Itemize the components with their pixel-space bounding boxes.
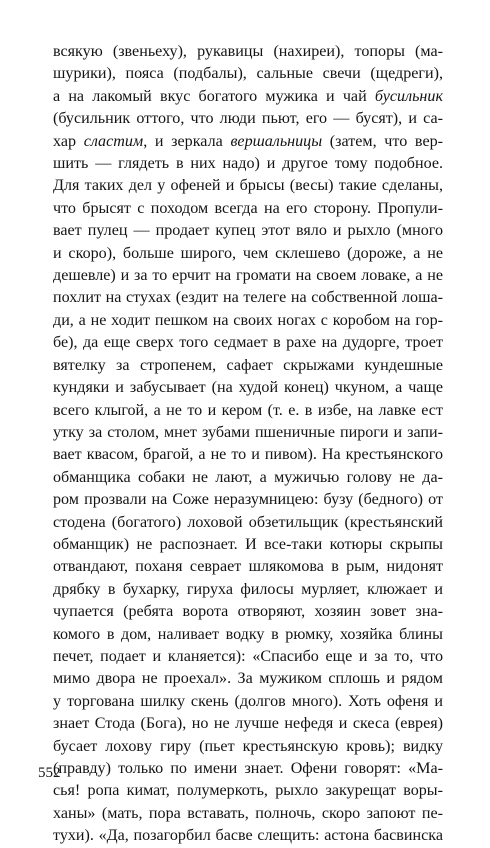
text-segment: обманщика собаки не лают, а мужичью голову не да- (53, 468, 443, 486)
text-segment: шурики), пояса (подбалы), сальные свечи (щедреги), (53, 65, 443, 83)
text-line (53, 534, 443, 556)
text-segment: хар (53, 132, 84, 150)
text-line (53, 377, 443, 399)
text-segment: Для таких дел у офеней и брысы (весы) такие сделаны, (53, 177, 443, 195)
text-segment: бе), да еще сверх того седмает в рахе на дудорге, троет (53, 334, 443, 352)
text-segment: всего клыгой, а не то и кером (т. е. в избе, на лавке ест (53, 401, 443, 419)
text-line (53, 287, 443, 309)
text-line (53, 108, 443, 130)
text-line (53, 713, 443, 735)
body-text (53, 41, 443, 848)
text-segment: сья! ропа кимат, полумеркоть, рыхло закурещат воры- (53, 782, 443, 800)
text-line (53, 63, 443, 85)
text-segment: всякую (звеньеху), рукавицы (нахиреи), топоры (ма- (53, 43, 443, 60)
italic-term: сластим (83, 132, 144, 150)
text-segment: ханы» (мать, пора вставать, полночь, скоро запоют пе- (53, 804, 443, 822)
text-line (53, 198, 443, 220)
text-line (53, 489, 443, 511)
text-line (53, 243, 443, 265)
text-line (53, 86, 443, 108)
text-line (53, 691, 443, 713)
text-line (53, 736, 443, 758)
text-line (53, 624, 443, 646)
text-line (53, 355, 443, 377)
text-segment: чупается (ребята ворота отворяют, хозяин зовет зна- (53, 603, 443, 621)
text-line (53, 153, 443, 175)
text-segment: бусает лоховy гиру (пьет крестьянскую кровь); видку (53, 737, 443, 755)
text-segment: вятелку за стропенем, сафает скрыжами кундешные (53, 356, 443, 374)
text-segment: похлит на стухах (ездит на телеге на собственной лоша- (53, 289, 443, 307)
text-line (53, 646, 443, 668)
text-line (53, 310, 443, 332)
text-segment: а на лакомый вкус богатого мужика и чай (53, 87, 375, 105)
text-line (53, 400, 443, 422)
text-segment: вает квасом, брагой, а не то и пивом). На крестьянского (53, 446, 443, 464)
text-line (53, 422, 443, 444)
text-line (53, 579, 443, 601)
text-line (53, 668, 443, 690)
text-segment: отвандают, поханя севрает шлякомова в рым, нидонят (53, 558, 443, 576)
text-segment: обманщик) не распознает. И все-таки котюры скрыпы (53, 535, 443, 553)
italic-term: бусильник (374, 87, 443, 105)
text-segment: ди, а не ходит пешком на своих ногах с коробом на гор- (53, 311, 443, 329)
text-segment: утку за столом, мнет зубами пшеничные пироги и запи- (53, 423, 443, 441)
text-segment: стодена (богатого) лоховой обзетильщик (крестьянский (53, 513, 443, 531)
text-line (53, 265, 443, 287)
text-line (53, 467, 443, 489)
text-segment: (правду) только по имени знает. Офени говорят: «Ма- (53, 760, 443, 777)
text-segment: (бусильник оттого, что люди пьют, его — бусят), и са- (53, 110, 443, 128)
text-segment: комого в дом, наливает водку в рюмку, хозяйка блины (53, 625, 443, 643)
text-line (53, 175, 443, 197)
text-segment: вает пулец — продает купец этот вяло и рыхло (много (53, 222, 443, 240)
text-segment: дешевле) и за то ерчит на громати на своем ловаке, а не (53, 267, 443, 285)
text-segment: кундяки и забусывает (на худой конец) чкуном, а чаще (53, 379, 443, 397)
italic-term: вершальницы (230, 132, 323, 150)
text-segment: (затем, что вер- (322, 132, 443, 150)
text-segment: что брысят с походом всегда на его сторону. Пропули- (53, 199, 443, 217)
text-line (53, 332, 443, 354)
page-number: 552 (38, 765, 61, 781)
text-segment: у торгована шилку скень (долгов много). Хоть офеня и (53, 692, 443, 710)
text-segment: печет, подает и кланяется): «Спасибо еще и за то, что (53, 647, 443, 665)
text-segment: , и зеркала (143, 132, 231, 150)
text-segment: мимо двора не проехал». За мужиком сплошь и рядом (53, 670, 443, 688)
text-segment: дрябку в бухарку, гируха филосы мурляет, клюжает и (53, 580, 443, 598)
text-line (53, 825, 443, 847)
text-segment: знает Стода (Бога), но не лучше нефедя и скеса (еврея) (53, 715, 443, 733)
text-segment: тухи). «Да, позагорбил басве слещить: астона басвинска (53, 827, 443, 845)
text-line (53, 512, 443, 534)
text-line (53, 41, 443, 63)
text-segment: и скоро), больше широго, чем склешево (дороже, а не (53, 244, 443, 262)
text-segment: шить — глядеть в них надо) и другое тому подобное. (53, 155, 443, 173)
text-segment: ром прозвали на Соже неразумницею: бузу (бедного) от (53, 491, 443, 509)
text-line (53, 220, 443, 242)
text-line (53, 780, 443, 802)
text-line (53, 556, 443, 578)
text-line (53, 131, 443, 153)
text-line (53, 758, 443, 780)
text-line (53, 601, 443, 623)
text-line (53, 444, 443, 466)
text-line (53, 803, 443, 825)
